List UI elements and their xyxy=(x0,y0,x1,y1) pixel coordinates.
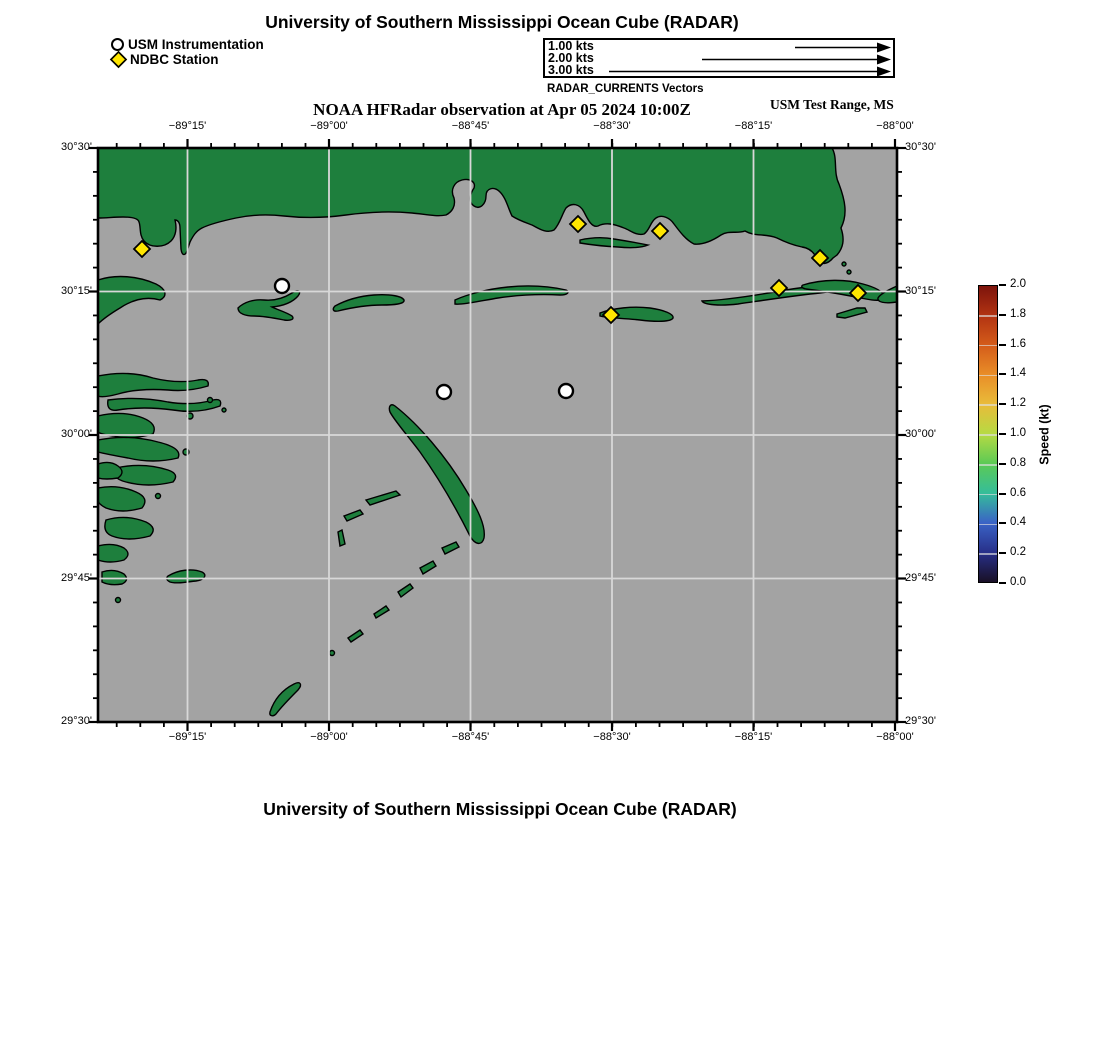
colorbar-gridline-1 xyxy=(979,553,997,555)
figure-title-top: University of Southern Mississippi Ocean Cube (RADAR) xyxy=(265,12,739,32)
usm-station-marker xyxy=(559,384,573,398)
legend-row-usm xyxy=(111,37,264,52)
lon-label-top-5: −88°00' xyxy=(876,120,914,132)
colorbar-tick-label-3: 0.6 xyxy=(1010,486,1026,499)
lat-label-right-0: 30°30' xyxy=(905,141,936,153)
lon-label-bottom-0: −89°15' xyxy=(168,731,207,743)
colorbar-tick-1 xyxy=(999,552,1006,554)
colorbar-tick-label-4: 0.8 xyxy=(1010,456,1026,469)
colorbar-gridline-7 xyxy=(979,375,997,377)
vector-scale-label-1: 1.00 kts xyxy=(548,39,594,53)
colorbar-gridline-3 xyxy=(979,494,997,496)
colorbar-tick-4 xyxy=(999,463,1006,465)
lon-label-top-2: −88°45' xyxy=(451,120,490,132)
colorbar-tick-label-7: 1.4 xyxy=(1010,367,1026,380)
vector-scale-box xyxy=(543,38,895,78)
map-legend xyxy=(111,37,264,67)
legend-label-ndbc: NDBC Station xyxy=(130,52,219,67)
colorbar-tick-5 xyxy=(999,433,1006,435)
lat-label-right-2: 30°00' xyxy=(905,428,936,440)
colorbar-tick-label-1: 0.2 xyxy=(1010,546,1026,559)
colorbar-tick-7 xyxy=(999,373,1006,375)
lat-label-left-3: 29°45' xyxy=(61,571,92,584)
lat-label-right-1: 30°15' xyxy=(905,284,936,297)
lat-label-right-3: 29°45' xyxy=(905,571,936,584)
map xyxy=(86,136,909,734)
lat-label-left-0: 30°30' xyxy=(61,141,92,153)
vector-scale-label-3: 3.00 kts xyxy=(548,63,594,77)
lat-label-right-4: 29°30' xyxy=(905,715,936,727)
colorbar-tick-label-8: 1.6 xyxy=(1010,337,1026,350)
colorbar-tick-2 xyxy=(999,522,1006,524)
colorbar xyxy=(978,285,998,583)
colorbar-tick-6 xyxy=(999,403,1006,405)
usm-station-marker xyxy=(437,385,451,399)
lon-label-top-0: −89°15' xyxy=(168,120,207,132)
lon-label-bottom-1: −89°00' xyxy=(310,731,348,743)
colorbar-gridline-2 xyxy=(979,524,997,526)
lon-label-top-1: −89°00' xyxy=(310,120,348,132)
figure-title-bottom: University of Southern Mississippi Ocean Cube (RADAR) xyxy=(263,799,737,819)
colorbar-gridline-5 xyxy=(979,434,997,436)
lon-label-top-4: −88°15' xyxy=(734,120,773,132)
usm-instrumentation-icon xyxy=(111,38,124,51)
lon-label-top-3: −88°30' xyxy=(593,120,631,132)
usm-station-marker xyxy=(275,279,289,293)
colorbar-tick-label-2: 0.4 xyxy=(1010,516,1026,529)
colorbar-tick-10 xyxy=(999,284,1006,286)
colorbar-tick-9 xyxy=(999,314,1006,316)
lat-label-left-4: 29°30' xyxy=(61,715,92,727)
ndbc-station-icon xyxy=(110,51,127,68)
colorbar-gridline-4 xyxy=(979,464,997,466)
observation-subtitle: NOAA HFRadar observation at Apr 05 2024 10:00Z xyxy=(313,100,691,119)
colorbar-gridline-8 xyxy=(979,345,997,347)
lat-label-left-2: 30°00' xyxy=(61,428,92,440)
lon-label-bottom-3: −88°30' xyxy=(593,731,631,743)
colorbar-title: Speed (kt) xyxy=(1037,404,1052,465)
test-range-label: USM Test Range, MS xyxy=(770,97,894,112)
legend-label-usm: USM Instrumentation xyxy=(128,37,264,52)
legend-row-ndbc xyxy=(111,52,264,67)
colorbar-gridline-9 xyxy=(979,315,997,317)
colorbar-tick-8 xyxy=(999,344,1006,346)
lon-label-bottom-5: −88°00' xyxy=(876,731,914,743)
colorbar-tick-label-0: 0.0 xyxy=(1010,576,1026,588)
vector-scale-label-2: 2.00 kts xyxy=(548,51,594,65)
colorbar-gridline-6 xyxy=(979,404,997,406)
colorbar-tick-0 xyxy=(999,582,1006,584)
vector-scale-arrows xyxy=(545,40,893,76)
colorbar-tick-label-10: 2.0 xyxy=(1010,278,1026,290)
lon-label-bottom-2: −88°45' xyxy=(451,731,490,743)
colorbar-tick-label-9: 1.8 xyxy=(1010,307,1026,320)
lon-label-bottom-4: −88°15' xyxy=(734,731,773,743)
vector-scale-caption: RADAR_CURRENTS Vectors xyxy=(547,83,704,95)
colorbar-tick-label-6: 1.2 xyxy=(1010,397,1026,410)
colorbar-tick-label-5: 1.0 xyxy=(1010,427,1026,439)
lat-label-left-1: 30°15' xyxy=(61,284,92,297)
colorbar-tick-3 xyxy=(999,493,1006,495)
